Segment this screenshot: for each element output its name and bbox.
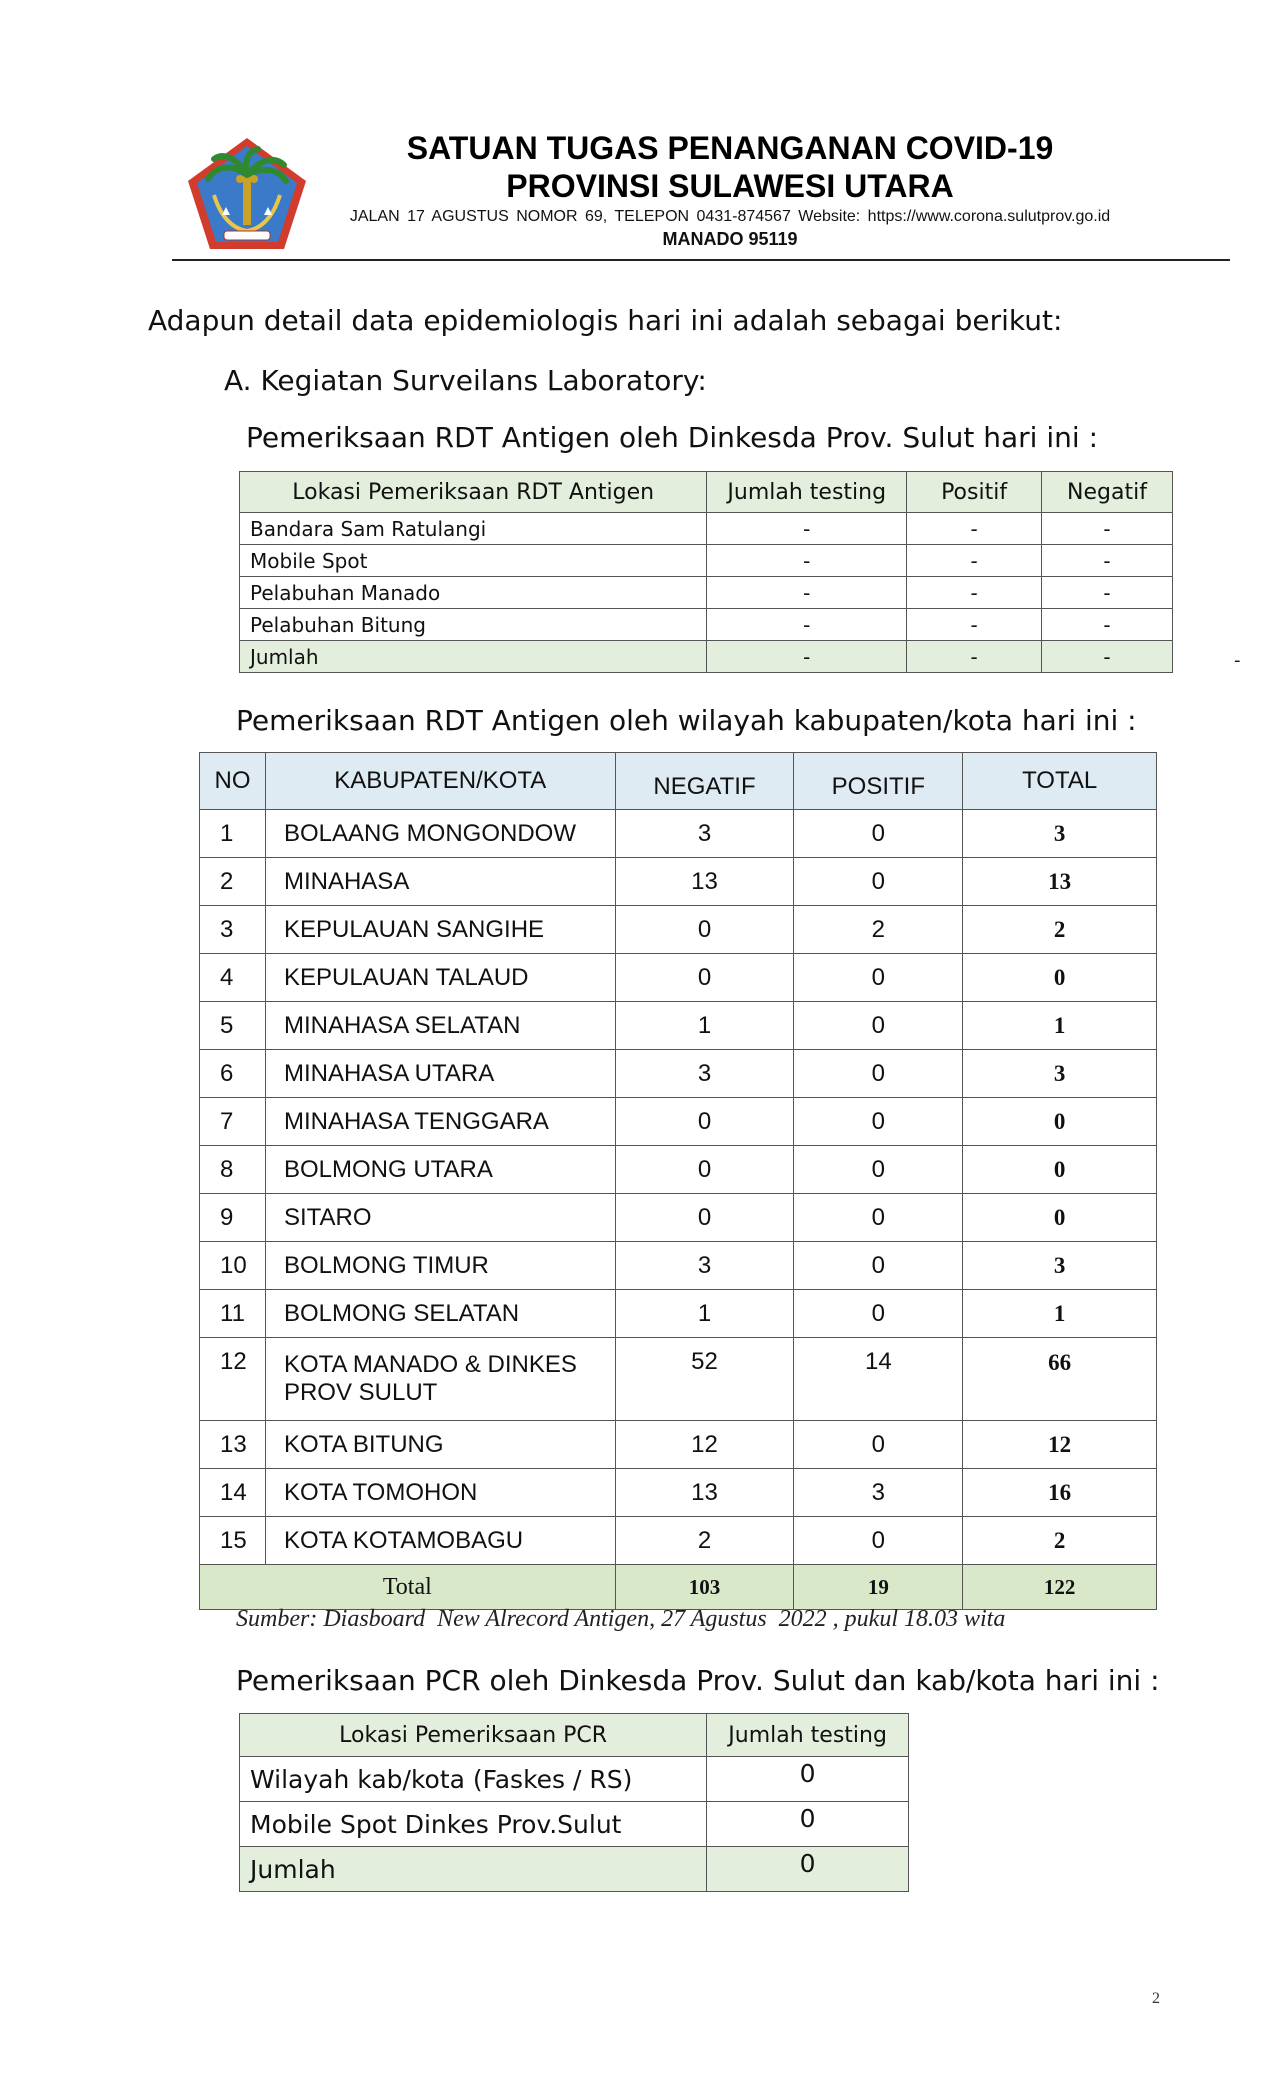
column-header: NO xyxy=(200,753,266,810)
total-negatif: 103 xyxy=(615,1565,794,1610)
negatif-value: 0 xyxy=(615,1098,794,1146)
table-row xyxy=(200,1002,1157,1050)
row-number: 14 xyxy=(200,1469,266,1517)
value-cell: - xyxy=(707,609,907,641)
row-number: 10 xyxy=(200,1242,266,1290)
total-value: 12 xyxy=(963,1421,1157,1469)
total-label: Total xyxy=(200,1565,616,1610)
region-name: BOLMONG SELATAN xyxy=(265,1290,615,1338)
table-row xyxy=(240,545,1173,577)
row-number: 9 xyxy=(200,1194,266,1242)
negatif-value: 13 xyxy=(615,858,794,906)
negatif-value: 3 xyxy=(615,1242,794,1290)
total-value: 1 xyxy=(963,1290,1157,1338)
total-value: 2 xyxy=(963,906,1157,954)
value-cell: - xyxy=(1042,513,1173,545)
table-row xyxy=(200,906,1157,954)
table-row xyxy=(200,954,1157,1002)
stray-dash: - xyxy=(1234,650,1241,671)
column-header: POSITIF xyxy=(794,753,963,810)
region-name: MINAHASA SELATAN xyxy=(265,1002,615,1050)
row-number: 3 xyxy=(200,906,266,954)
region-name: KOTA KOTAMOBAGU xyxy=(265,1517,615,1565)
positif-value: 0 xyxy=(794,1098,963,1146)
sum-cell: - xyxy=(707,641,907,673)
data-source-note: Sumber: Diasboard New Alrecord Antigen, 27 Agustus 2022 , pukul 18.03 wita xyxy=(236,1606,1006,1632)
value-cell: - xyxy=(707,577,907,609)
location-cell: Pelabuhan Manado xyxy=(240,577,707,609)
value-cell: - xyxy=(707,513,907,545)
table-row xyxy=(200,810,1157,858)
letterhead-divider xyxy=(172,259,1230,261)
total-value: 0 xyxy=(963,954,1157,1002)
row-number: 6 xyxy=(200,1050,266,1098)
positif-value: 0 xyxy=(794,1146,963,1194)
region-name: KEPULAUAN SANGIHE xyxy=(265,906,615,954)
rdt-dinkes-heading: Pemeriksaan RDT Antigen oleh Dinkesda Prov. Sulut hari ini : xyxy=(246,421,1099,454)
table-row xyxy=(200,1338,1157,1421)
pcr-heading: Pemeriksaan PCR oleh Dinkesda Prov. Sulut dan kab/kota hari ini : xyxy=(236,1664,1160,1697)
rdt-wilayah-heading: Pemeriksaan RDT Antigen oleh wilayah kabupaten/kota hari ini : xyxy=(236,704,1137,737)
org-title-line2: PROVINSI SULAWESI UTARA xyxy=(506,168,954,204)
table-row xyxy=(240,1802,909,1847)
column-header: Jumlah testing xyxy=(707,1714,909,1757)
row-number: 11 xyxy=(200,1290,266,1338)
positif-value: 0 xyxy=(794,1002,963,1050)
value-cell: - xyxy=(907,577,1042,609)
org-city: MANADO 95119 xyxy=(662,229,798,249)
positif-value: 2 xyxy=(794,906,963,954)
value-cell: 0 xyxy=(707,1757,909,1802)
value-cell: - xyxy=(907,513,1042,545)
table-sum-row xyxy=(240,641,1173,673)
table-row xyxy=(200,1146,1157,1194)
location-cell: Bandara Sam Ratulangi xyxy=(240,513,707,545)
column-header: TOTAL xyxy=(963,753,1157,810)
sum-cell: - xyxy=(1042,641,1173,673)
rdt-wilayah-table xyxy=(199,752,1157,1610)
table-row xyxy=(200,1469,1157,1517)
region-name: KEPULAUAN TALAUD xyxy=(265,954,615,1002)
region-name: KOTA TOMOHON xyxy=(265,1469,615,1517)
region-name: BOLMONG TIMUR xyxy=(265,1242,615,1290)
column-header: NEGATIF xyxy=(615,753,794,810)
total-value: 3 xyxy=(963,1242,1157,1290)
total-value: 0 xyxy=(963,1146,1157,1194)
region-name: SITARO xyxy=(265,1194,615,1242)
positif-value: 0 xyxy=(794,810,963,858)
negatif-value: 52 xyxy=(615,1338,794,1421)
table-row xyxy=(200,1517,1157,1565)
negatif-value: 1 xyxy=(615,1002,794,1050)
table-row xyxy=(240,577,1173,609)
value-cell: - xyxy=(907,545,1042,577)
table-row xyxy=(240,1757,909,1802)
positif-value: 3 xyxy=(794,1469,963,1517)
table-header-row xyxy=(200,753,1157,810)
value-cell: - xyxy=(1042,545,1173,577)
region-name: BOLMONG UTARA xyxy=(265,1146,615,1194)
positif-value: 0 xyxy=(794,1421,963,1469)
org-address: JALAN 17 AGUSTUS NOMOR 69, TELEPON 0431-874567 Website: https://www.corona.sulutprov.go.id xyxy=(349,208,1111,225)
region-name: KOTA BITUNG xyxy=(265,1421,615,1469)
location-cell: Mobile Spot xyxy=(240,545,707,577)
total-value: 0 xyxy=(963,1194,1157,1242)
column-header: Lokasi Pemeriksaan RDT Antigen xyxy=(240,472,707,513)
total-total: 122 xyxy=(963,1565,1157,1610)
table-header-row xyxy=(240,1714,909,1757)
row-number: 15 xyxy=(200,1517,266,1565)
table-row xyxy=(240,609,1173,641)
negatif-value: 1 xyxy=(615,1290,794,1338)
location-cell: Wilayah kab/kota (Faskes / RS) xyxy=(240,1757,707,1802)
total-value: 66 xyxy=(963,1338,1157,1421)
table-total-row xyxy=(200,1565,1157,1610)
column-header: Jumlah testing xyxy=(707,472,907,513)
negatif-value: 3 xyxy=(615,1050,794,1098)
row-number: 12 xyxy=(200,1338,266,1421)
table-sum-row xyxy=(240,1847,909,1892)
row-number: 2 xyxy=(200,858,266,906)
table-row xyxy=(200,1098,1157,1146)
positif-value: 0 xyxy=(794,1050,963,1098)
table-row xyxy=(200,1242,1157,1290)
region-name: MINAHASA UTARA xyxy=(265,1050,615,1098)
positif-value: 0 xyxy=(794,1517,963,1565)
row-number: 5 xyxy=(200,1002,266,1050)
row-number: 4 xyxy=(200,954,266,1002)
positif-value: 0 xyxy=(794,954,963,1002)
sum-cell: 0 xyxy=(707,1847,909,1892)
intro-text: Adapun detail data epidemiologis hari ini adalah sebagai berikut: xyxy=(148,304,1063,337)
positif-value: 0 xyxy=(794,1194,963,1242)
value-cell: - xyxy=(1042,609,1173,641)
negatif-value: 13 xyxy=(615,1469,794,1517)
row-number: 1 xyxy=(200,810,266,858)
total-value: 0 xyxy=(963,1098,1157,1146)
table-row xyxy=(200,1421,1157,1469)
region-name: MINAHASA TENGGARA xyxy=(265,1098,615,1146)
negatif-value: 0 xyxy=(615,1194,794,1242)
pcr-table xyxy=(239,1713,909,1892)
table-header-row xyxy=(240,472,1173,513)
sum-cell: - xyxy=(907,641,1042,673)
sum-label: Jumlah xyxy=(240,1847,707,1892)
negatif-value: 0 xyxy=(615,906,794,954)
column-header: Lokasi Pemeriksaan PCR xyxy=(240,1714,707,1757)
region-name: BOLAANG MONGONDOW xyxy=(265,810,615,858)
table-row xyxy=(200,1050,1157,1098)
positif-value: 0 xyxy=(794,1242,963,1290)
table-row xyxy=(200,858,1157,906)
total-value: 1 xyxy=(963,1002,1157,1050)
value-cell: 0 xyxy=(707,1802,909,1847)
column-header: KABUPATEN/KOTA xyxy=(265,753,615,810)
positif-value: 0 xyxy=(794,858,963,906)
table-row xyxy=(200,1194,1157,1242)
negatif-value: 0 xyxy=(615,954,794,1002)
location-cell: Mobile Spot Dinkes Prov.Sulut xyxy=(240,1802,707,1847)
value-cell: - xyxy=(907,609,1042,641)
section-a-title: A. Kegiatan Surveilans Laboratory: xyxy=(224,364,707,397)
value-cell: - xyxy=(707,545,907,577)
sum-label: Jumlah xyxy=(240,641,707,673)
total-value: 3 xyxy=(963,1050,1157,1098)
value-cell: - xyxy=(1042,577,1173,609)
page-number: 2 xyxy=(1152,1990,1160,2007)
table-row xyxy=(240,513,1173,545)
total-value: 2 xyxy=(963,1517,1157,1565)
negatif-value: 3 xyxy=(615,810,794,858)
negatif-value: 2 xyxy=(615,1517,794,1565)
table-row xyxy=(200,1290,1157,1338)
rdt-dinkes-table xyxy=(239,471,1173,673)
total-value: 3 xyxy=(963,810,1157,858)
total-value: 16 xyxy=(963,1469,1157,1517)
positif-value: 0 xyxy=(794,1290,963,1338)
location-cell: Pelabuhan Bitung xyxy=(240,609,707,641)
negatif-value: 0 xyxy=(615,1146,794,1194)
column-header: Negatif xyxy=(1042,472,1173,513)
region-name: KOTA MANADO & DINKES PROV SULUT xyxy=(265,1338,615,1421)
row-number: 8 xyxy=(200,1146,266,1194)
total-value: 13 xyxy=(963,858,1157,906)
row-number: 13 xyxy=(200,1421,266,1469)
negatif-value: 12 xyxy=(615,1421,794,1469)
region-name: MINAHASA xyxy=(265,858,615,906)
column-header: Positif xyxy=(907,472,1042,513)
row-number: 7 xyxy=(200,1098,266,1146)
org-title-line1: SATUAN TUGAS PENANGANAN COVID-19 xyxy=(406,130,1054,166)
total-positif: 19 xyxy=(794,1565,963,1610)
positif-value: 14 xyxy=(794,1338,963,1421)
coat-of-arms-logo xyxy=(184,135,310,253)
